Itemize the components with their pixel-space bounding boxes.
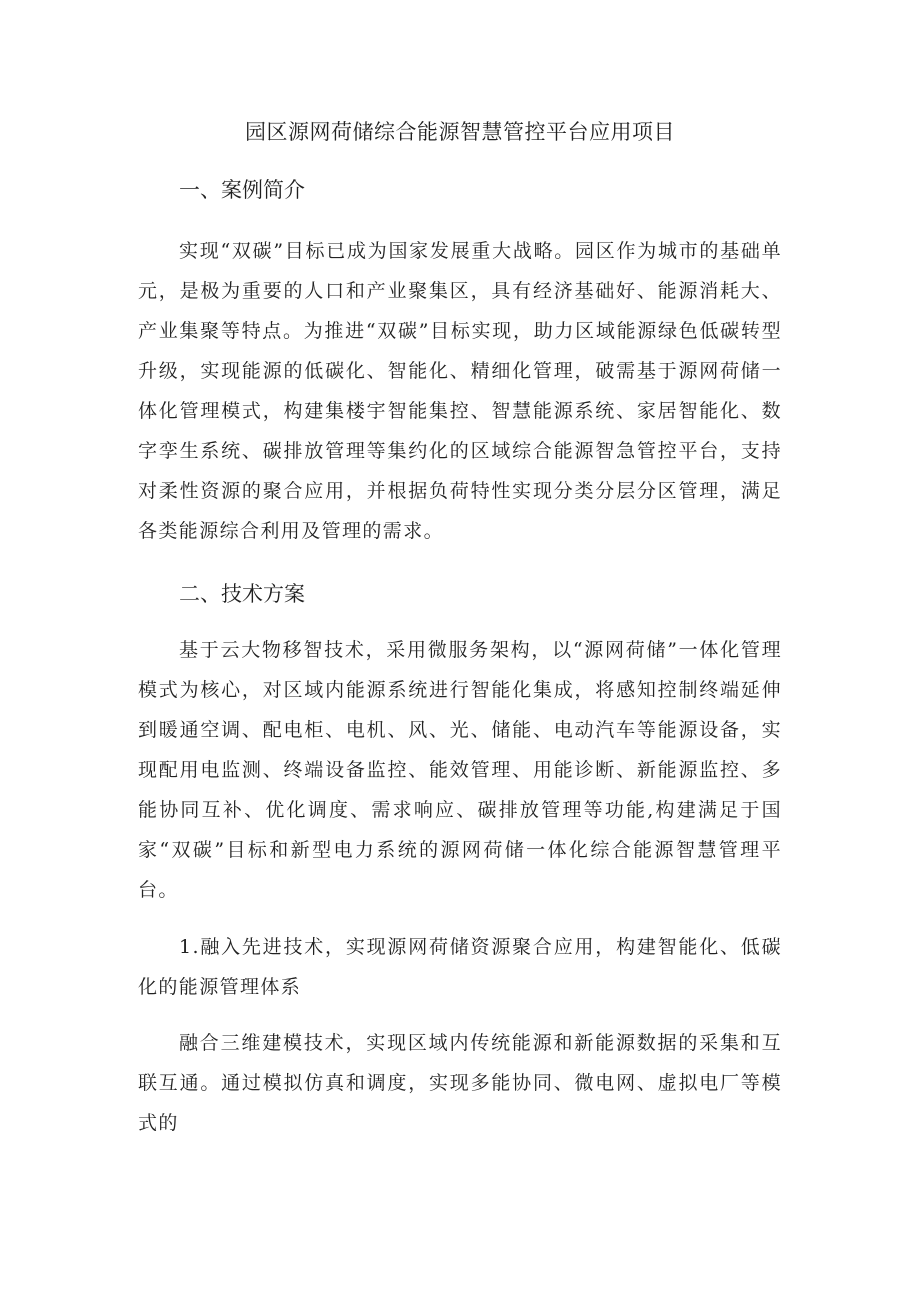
overview-paragraph: 实现“双碳”目标已成为国家发展重大战略。园区作为城市的基础单元，是极为重要的人口和产业聚集区，具有经济基础好、能源消耗大、产业集聚等特点。为推进“双碳”目标实现，助力区域能源绿色低碳转型升级，实现能源的低碳化、智能化、精细化管理，破需基于源网荷储一体化管理模式，构建集楼宇智能集控、智慧能源系统、家居智能化、数字孪生系统、碳排放管理等集约化的区域综合能源智急管控平台，支持对柔性资源的聚合应用，并根据负荷特性实现分类分层分区管理，满足各类能源综合利用及管理的需求。 bbox=[138, 240, 782, 542]
section-heading-overview: 一、案例简介 bbox=[179, 178, 305, 202]
technical-solution-paragraph: 基于云大物移智技术，采用微服务架构，以“源网荷储”一体化管理模式为核心，对区域内能源系统进行智能化集成，将感知控制终端延伸到暖通空调、配电柜、电机、风、光、储能、电动汽车等能源设备，实现配用电监测、终端设备监控、能效管理、用能诊断、新能源监控、多能协同互补、优化调度、需求响应、碳排放管理等功能,构建满足于国家“双碳”目标和新型电力系统的源网荷储一体化综合能源智慧管理平台。 bbox=[138, 639, 782, 901]
subsection-heading-1: 1.融入先进技术，实现源网荷储资源聚合应用，构建智能化、低碳化的能源管理体系 bbox=[138, 936, 782, 998]
document-title: 园区源网荷储综合能源智慧管控平台应用项目 bbox=[245, 120, 675, 144]
subsection-1-paragraph: 融合三维建模技术，实现区域内传统能源和新能源数据的采集和互联互通。通过模拟仿真和调度，实现多能协同、微电网、虚拟电厂等模式的 bbox=[138, 1032, 782, 1134]
section-heading-technical-solution: 二、技术方案 bbox=[179, 582, 305, 606]
